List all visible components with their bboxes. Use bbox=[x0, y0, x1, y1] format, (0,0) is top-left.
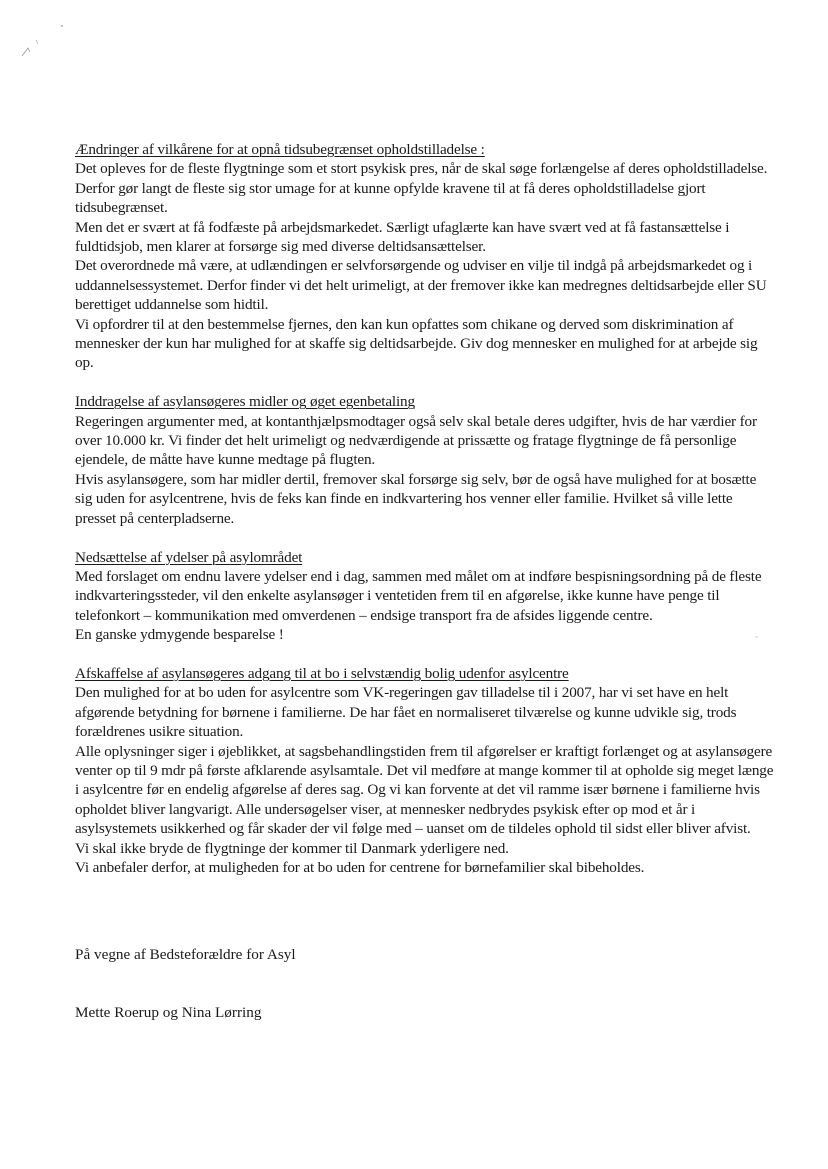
signoff-line: På vegne af Bedsteforældre for Asyl bbox=[75, 946, 296, 963]
paragraph: Med forslaget om endnu lavere ydelser end i dag, sammen med målet om at indføre bespisningsordning på de fleste indkvarteringssteder, vil den enkelte asylansøger i ventetiden frem til en afgørelse, ikke kunne have penge til telefonkort – kommunikation med omverdenen – endsige transport fra de afsides liggende centre. bbox=[75, 567, 762, 624]
scan-speck bbox=[755, 636, 758, 638]
section-independent-housing bbox=[75, 664, 775, 877]
section-heading: Nedsættelse af ydelser på asylområdet bbox=[75, 548, 303, 566]
section-temporary-permit bbox=[75, 140, 775, 373]
paragraph: Vi opfordrer til at den bestemmelse fjernes, den kan kun opfattes som chikane og derved som diskrimination af mennesker der kun har mulighed for at skaffe sig deltidsarbejde. Giv dog mennesker en mulighed for at arbejde sig op. bbox=[75, 315, 758, 372]
scan-artifact-marks bbox=[14, 18, 74, 68]
paragraph: Hvis asylansøgere, som har midler dertil, fremover skal forsørge sig selv, bør de også have mulighed for at bosætte sig uden for asylcentrene, hvis de feks kan finde en indkvartering hos venner eller familie. Hvilket så ville lette presset på centerpladserne. bbox=[75, 470, 757, 527]
paragraph: Det opleves for de fleste flygtninge som et stort psykisk pres, når de skal søge forlængelse af deres opholdstilladelse. Derfor gør langt de fleste sig stor umage for at kunne opfylde kravene til at få deres opholdstilladelse gjort tidsubegrænset. bbox=[75, 160, 768, 217]
paragraph: Den mulighed for at bo uden for asylcentre som VK-regeringen gav tilladelse til i 2007, har vi set have en helt afgørende betydning for børnene i familierne. De har fået en normaliseret tilværelse og kunne udvikle sig, trods forældrenes usikre situation. bbox=[75, 684, 737, 741]
paragraph: En ganske ydmygende besparelse ! bbox=[75, 626, 284, 644]
paragraph: Det overordnede må være, at udlændingen er selvforsørgende og udviser en vilje til indgå på arbejdsmarkedet og i uddannelsessystemet. Derfor finder vi det helt urimeligt, at der fremover ikke kan medregnes deltidsarbejde eller SU berettiget uddannelse som hidtil. bbox=[75, 257, 767, 314]
paragraph: Alle oplysninger siger i øjeblikket, at sagsbehandlingstiden frem til afgørelser er kraftigt forlænget og at asylansøgere venter op til 9 mdr på første afklarende asylsamtale. Det vil medføre at mange kommer til at opholde sig meget længe i asylcentre før en endelig afgørelse af deres sag. Og vi kan forvente at det vil ramme især børnene i familierne hvis opholdet bliver langvarigt. Alle undersøgelser viser, at mennesker nedbrydes psykisk efter op mod et år i asylsystemets usikkerhed og får skader der vil følge med – uanset om de tildeles ophold til sidst eller bliver afvist. bbox=[75, 742, 774, 838]
section-heading: Afskaffelse af asylansøgeres adgang til at bo i selvstændig bolig udenfor asylcentre bbox=[75, 664, 569, 682]
section-benefit-reduction bbox=[75, 548, 775, 645]
signer-names: Mette Roerup og Nina Lørring bbox=[75, 1004, 262, 1021]
paragraph: Vi skal ikke bryde de flygtninge der kommer til Danmark yderligere ned. bbox=[75, 839, 509, 857]
paragraph: Vi anbefaler derfor, at muligheden for at bo uden for centrene for børnefamilier skal bibeholdes. bbox=[75, 858, 645, 876]
letter-body bbox=[75, 140, 775, 897]
section-heading: Inddragelse af asylansøgeres midler og øget egenbetaling bbox=[75, 393, 415, 411]
section-heading: Ændringer af vilkårene for at opnå tidsubegrænset opholdstilladelse : bbox=[75, 141, 485, 158]
paragraph: Men det er svært at få fodfæste på arbejdsmarkedet. Særligt ufaglærte kan have svært ved at få fastansættelse i fuldtidsjob, men klarer at forsørge sig med diverse deltidsansættelser. bbox=[75, 218, 730, 256]
paragraph: Regeringen argumenter med, at kontanthjælpsmodtager også selv skal betale deres udgifter, hvis de har værdier for over 10.000 kr. Vi finder det helt urimeligt og nedværdigende at prissætte og fratage flygtninge de få personlige ejendele, de måtte have kunne medtage på flugten. bbox=[75, 412, 757, 469]
section-asylum-funds bbox=[75, 392, 775, 528]
